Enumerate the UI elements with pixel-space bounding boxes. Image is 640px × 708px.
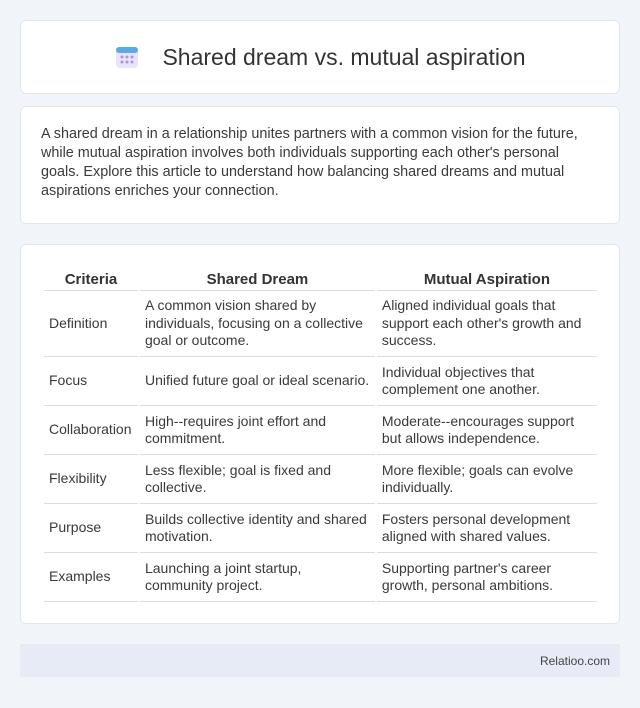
table-cell: Purpose <box>44 504 138 553</box>
table-cell: High--requires joint effort and commitment. <box>140 406 375 455</box>
table-row <box>44 455 597 504</box>
table-header-row <box>44 265 597 291</box>
table-cell: Unified future goal or ideal scenario. <box>140 357 375 406</box>
comparison-table <box>42 265 599 602</box>
table-row <box>44 357 597 406</box>
table-row <box>44 291 597 357</box>
table-cell: A common vision shared by individuals, focusing on a collective goal or outcome. <box>140 291 375 357</box>
table-cell: Moderate--encourages support but allows independence. <box>377 406 597 455</box>
footer <box>20 644 620 677</box>
table-cell: More flexible; goals can evolve individually. <box>377 455 597 504</box>
table-cell: Fosters personal development aligned with shared values. <box>377 504 597 553</box>
table-cell: Launching a joint startup, community project. <box>140 553 375 602</box>
table-cell: Examples <box>44 553 138 602</box>
table-cell: Individual objectives that complement one another. <box>377 357 597 406</box>
table-row <box>44 406 597 455</box>
column-header: Shared Dream <box>140 265 375 291</box>
column-header: Mutual Aspiration <box>377 265 597 291</box>
title-card <box>20 20 620 94</box>
column-header: Criteria <box>44 265 138 291</box>
table-cell: Focus <box>44 357 138 406</box>
page-title: Shared dream vs. mutual aspiration <box>162 43 526 70</box>
table-cell: Aligned individual goals that support each other's growth and success. <box>377 291 597 357</box>
table-cell: Collaboration <box>44 406 138 455</box>
table-cell: Less flexible; goal is fixed and collective. <box>140 455 375 504</box>
calendar-icon <box>114 44 140 70</box>
footer-brand: Relatioo.com <box>539 653 610 668</box>
table-row <box>44 504 597 553</box>
table-cell: Supporting partner's career growth, personal ambitions. <box>377 553 597 602</box>
intro-card <box>20 106 620 224</box>
table-cell: Flexibility <box>44 455 138 504</box>
table-cell: Builds collective identity and shared motivation. <box>140 504 375 553</box>
table-cell: Definition <box>44 291 138 357</box>
table-card <box>20 244 620 624</box>
intro-text: A shared dream in a relationship unites partners with a common vision for the future, while mutual aspiration involves both individuals supporting each other's personal goals. Explore this article to understand how balancing shared dreams and mutual aspirations enriches your connection. <box>41 126 578 199</box>
table-row <box>44 553 597 602</box>
